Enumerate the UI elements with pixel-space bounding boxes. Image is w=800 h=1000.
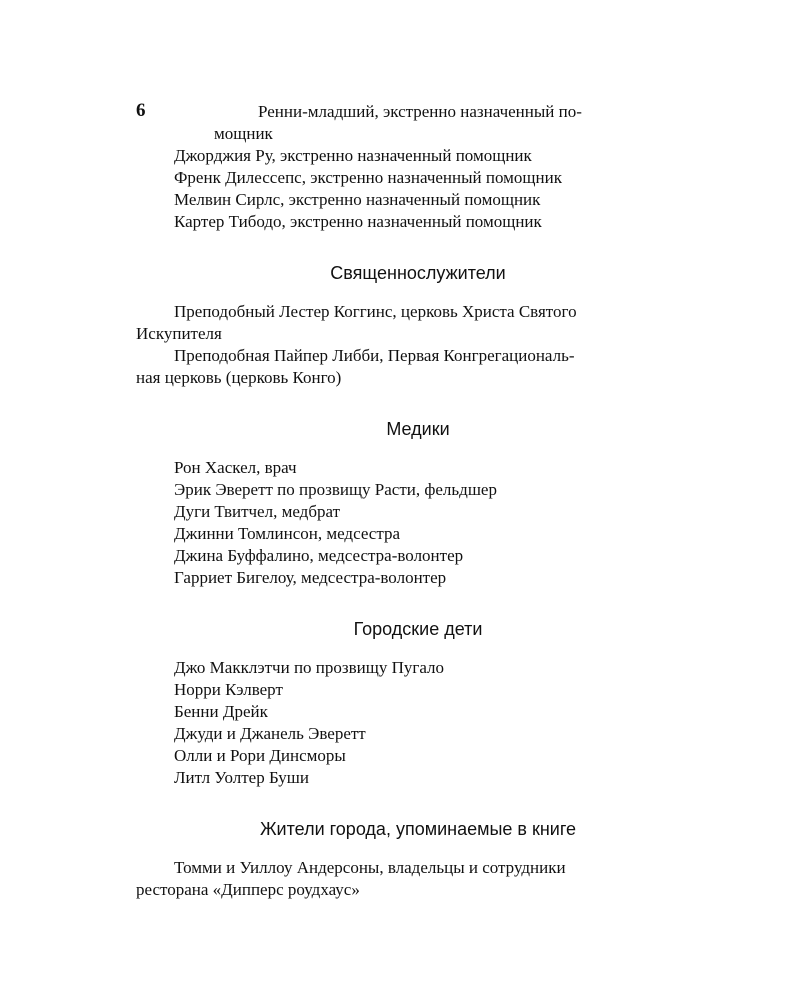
- deputy-entry: Джорджия Ру, экстренно назначенный помощник: [174, 146, 532, 165]
- deputy-entry: Картер Тибодо, экстренно назначенный помощник: [174, 212, 542, 231]
- section-heading-residents: Жители города, упоминаемые в книге: [259, 819, 577, 839]
- deputy-entry: Мелвин Сирлс, экстренно назначенный помощник: [174, 190, 541, 209]
- clergy-entry-line: Преподобный Лестер Коггинс, церковь Христа Святого: [174, 302, 577, 321]
- child-entry: Бенни Дрейк: [174, 702, 268, 721]
- child-entry: Литл Уолтер Буши: [174, 768, 309, 787]
- child-entry: Джуди и Джанель Эверетт: [174, 724, 366, 743]
- medic-entry: Эрик Эверетт по прозвищу Расти, фельдшер: [174, 480, 497, 499]
- section-heading-clergy: Священнослужители: [330, 263, 506, 283]
- medic-entry: Джинни Томлинсон, медсестра: [174, 524, 401, 543]
- deputy-entry: Френк Дилессепс, экстренно назначенный помощник: [174, 168, 562, 187]
- resident-entry-line: Томми и Уиллоу Андерсоны, владельцы и сотрудники: [174, 858, 566, 877]
- clergy-entry-line: Искупителя: [136, 324, 222, 343]
- clergy-entry-line: ная церковь (церковь Конго): [136, 368, 342, 387]
- page-number: 6: [136, 100, 146, 121]
- section-heading-medics: Медики: [386, 419, 450, 439]
- section-heading-children: Городские дети: [353, 619, 483, 639]
- child-entry: Олли и Рори Динсморы: [174, 746, 346, 765]
- deputy-entry-line2: мощник: [214, 124, 273, 143]
- medic-entry: Гарриет Бигелоу, медсестра-волонтер: [174, 568, 447, 587]
- medic-entry: Джина Буффалино, медсестра-волонтер: [174, 546, 464, 565]
- child-entry: Джо Макклэтчи по прозвищу Пугало: [174, 658, 445, 677]
- medic-entry: Дуги Твитчел, медбрат: [174, 502, 340, 521]
- resident-entry-line: ресторана «Дипперс роудхаус»: [136, 880, 360, 899]
- clergy-entry-line: Преподобная Пайпер Либби, Первая Конгрегациональ-: [174, 346, 575, 365]
- deputy-entry-line1: Ренни-младший, экстренно назначенный по-: [258, 102, 582, 121]
- medic-entry: Рон Хаскел, врач: [174, 458, 297, 477]
- child-entry: Норри Кэлверт: [174, 680, 283, 699]
